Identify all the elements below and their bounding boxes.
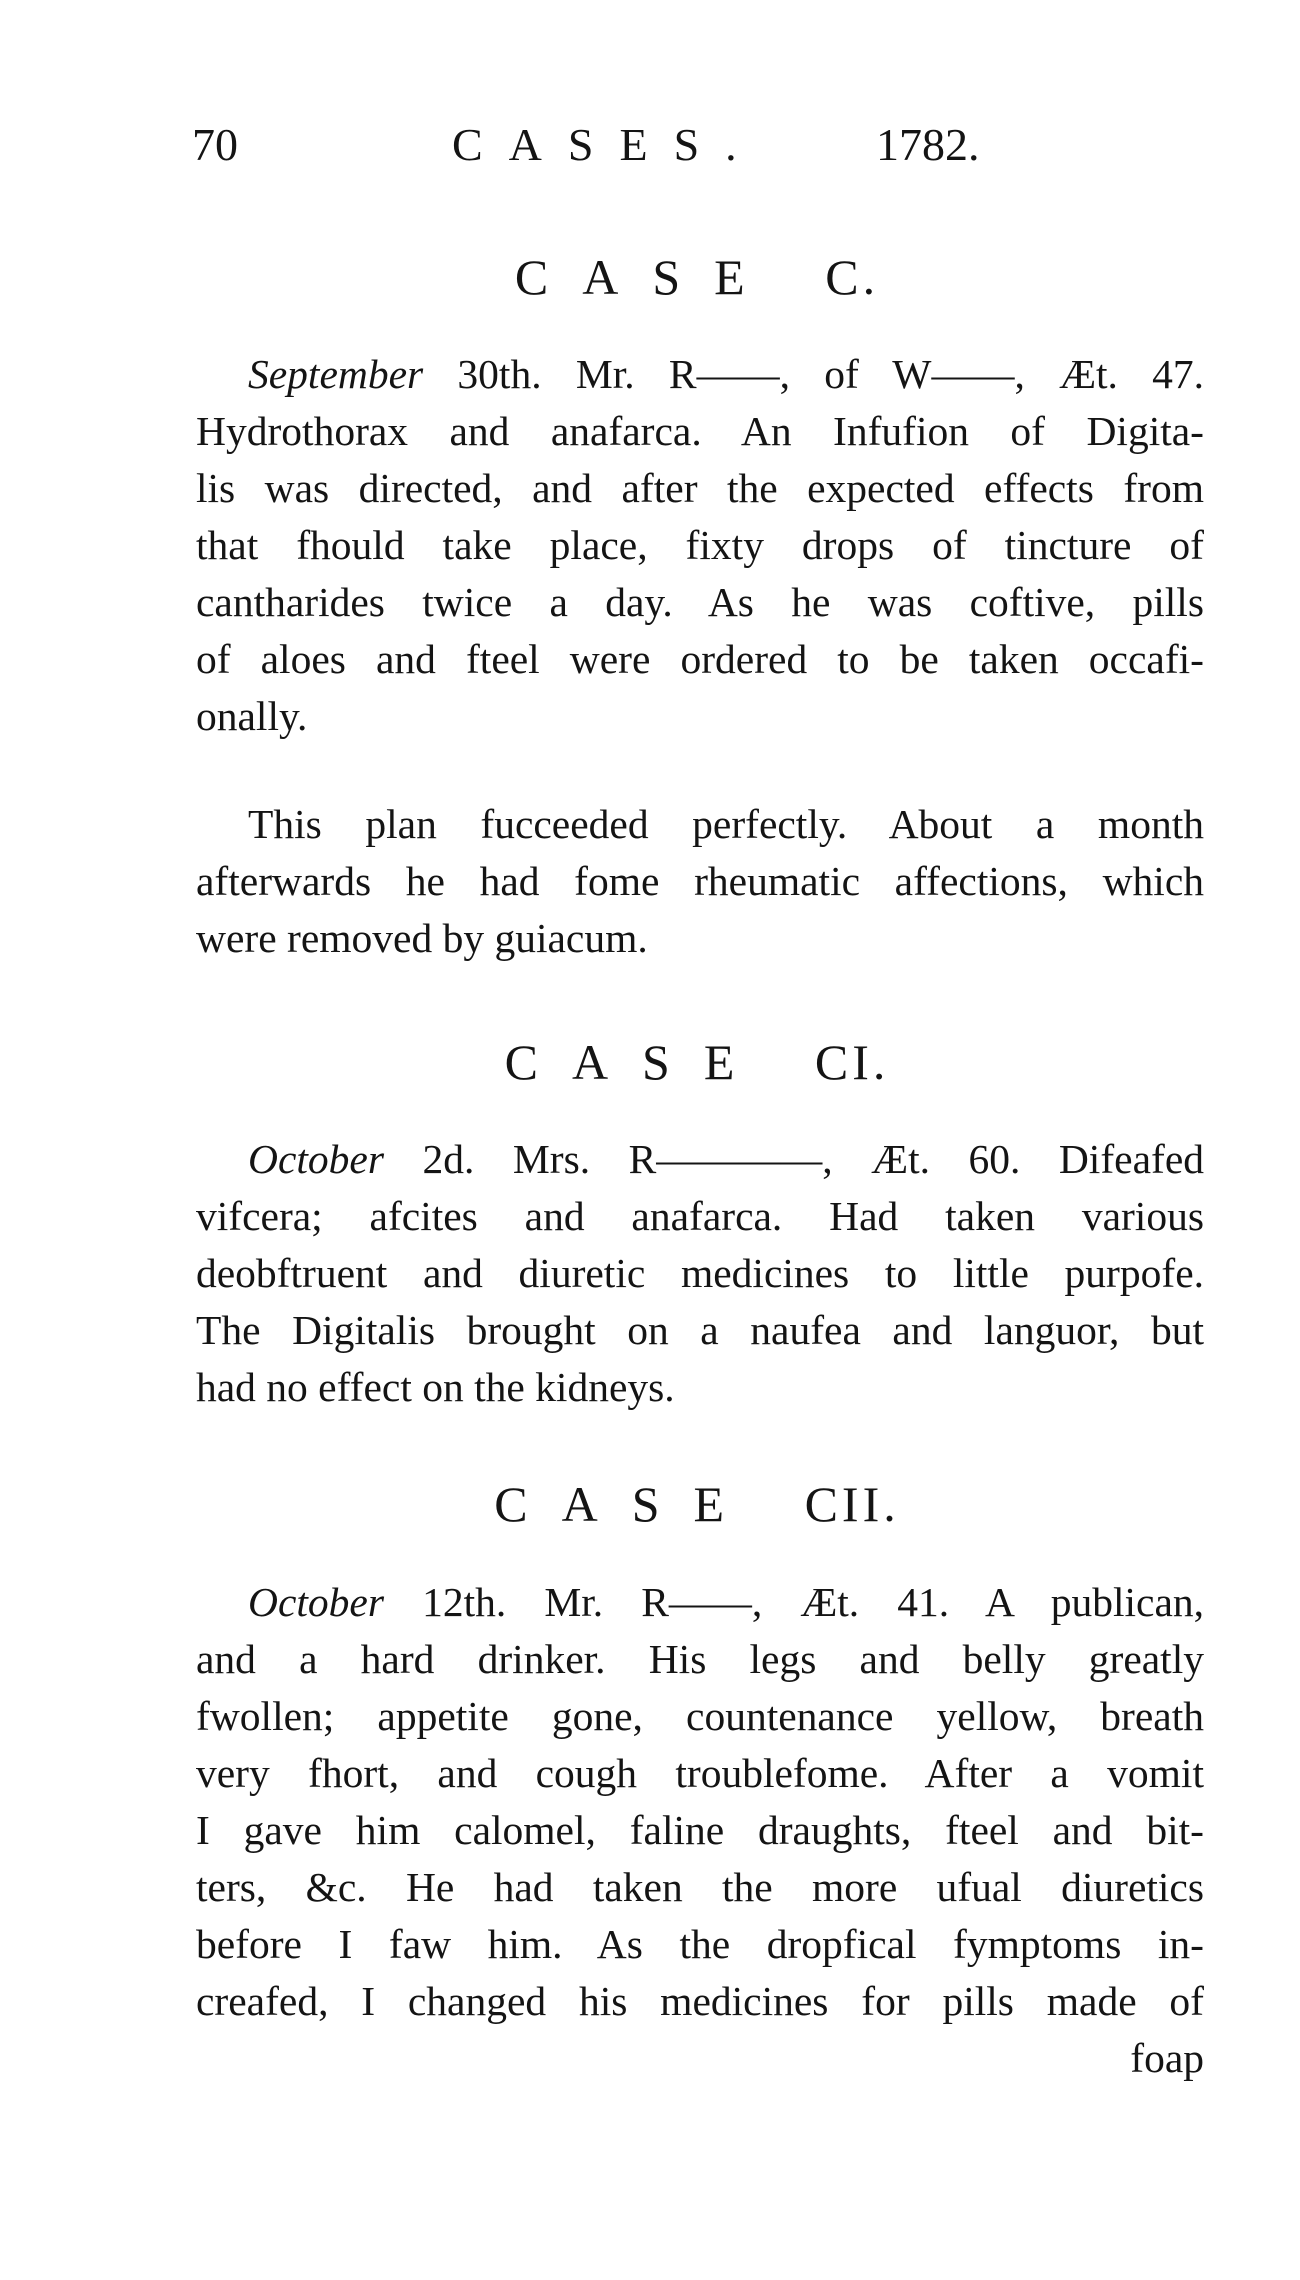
text-line: vifcera; afcites and anafarca. Had taken various: [196, 1193, 1204, 1239]
text-line: before I faw him. As the dropfical fymptoms in-: [196, 1921, 1204, 1967]
text-line: fwollen; appetite gone, countenance yellow, breath: [196, 1693, 1204, 1739]
text-line: and a hard drinker. His legs and belly greatly: [196, 1636, 1204, 1682]
catchword: foap: [1130, 2035, 1204, 2081]
text-line: This plan fucceeded perfectly. About a month: [248, 801, 1204, 847]
case-heading-c: [192, 248, 1202, 306]
text-line: October 2d. Mrs. R————, Æt. 60. Difeafed: [248, 1136, 1204, 1182]
text-line: creafed, I changed his medicines for pills made of: [196, 1978, 1204, 2024]
text-line: deobftruent and diuretic medicines to little purpofe.: [196, 1250, 1204, 1296]
running-head-year: 1782.: [876, 119, 980, 170]
date-month: September: [248, 351, 424, 397]
case-cii-paragraph: [196, 1574, 1204, 2087]
text-line: afterwards he had fome rheumatic affections, which: [196, 858, 1204, 904]
case-heading-cii: [192, 1475, 1202, 1533]
text-line: cantharides twice a day. As he was coftive, pills: [196, 579, 1204, 625]
text-line: onally.: [196, 693, 308, 739]
text-line: lis was directed, and after the expected effects from: [196, 465, 1204, 511]
case-heading-number: C.: [825, 249, 880, 305]
case-heading-word: CASE: [514, 249, 779, 305]
text-line: October 12th. Mr. R——, Æt. 41. A publican,: [248, 1579, 1204, 1625]
text-line: ters, &c. He had taken the more ufual diuretics: [196, 1864, 1204, 1910]
text-line: September 30th. Mr. R——, of W——, Æt. 47.: [248, 351, 1204, 397]
date-month: October: [248, 1136, 384, 1182]
case-heading-number: CII.: [804, 1476, 900, 1532]
running-head: [192, 118, 1022, 178]
text-line: were removed by guiacum.: [196, 915, 648, 961]
date-month: October: [248, 1579, 384, 1625]
text-line: Hydrothorax and anafarca. An Infufion of Digita-: [196, 408, 1204, 454]
case-heading-number: CI.: [814, 1034, 890, 1090]
case-c-paragraph-2: [196, 796, 1204, 967]
text-line: had no effect on the kidneys.: [196, 1364, 675, 1410]
page-number: 70: [192, 119, 238, 170]
case-heading-ci: [192, 1033, 1202, 1091]
case-c-paragraph-1: [196, 346, 1204, 745]
case-ci-paragraph: [196, 1131, 1204, 1416]
case-heading-word: CASE: [504, 1034, 769, 1090]
running-head-title: CASES.: [452, 119, 763, 170]
text-line: very fhort, and cough troublefome. After a vomit: [196, 1750, 1204, 1796]
text-line: of aloes and fteel were ordered to be taken occafi-: [196, 636, 1204, 682]
case-heading-word: CASE: [494, 1476, 759, 1532]
text-line: The Digitalis brought on a naufea and languor, but: [196, 1307, 1204, 1353]
text-line: I gave him calomel, faline draughts, fteel and bit-: [196, 1807, 1204, 1853]
text-line: that fhould take place, fixty drops of tincture of: [196, 522, 1204, 568]
